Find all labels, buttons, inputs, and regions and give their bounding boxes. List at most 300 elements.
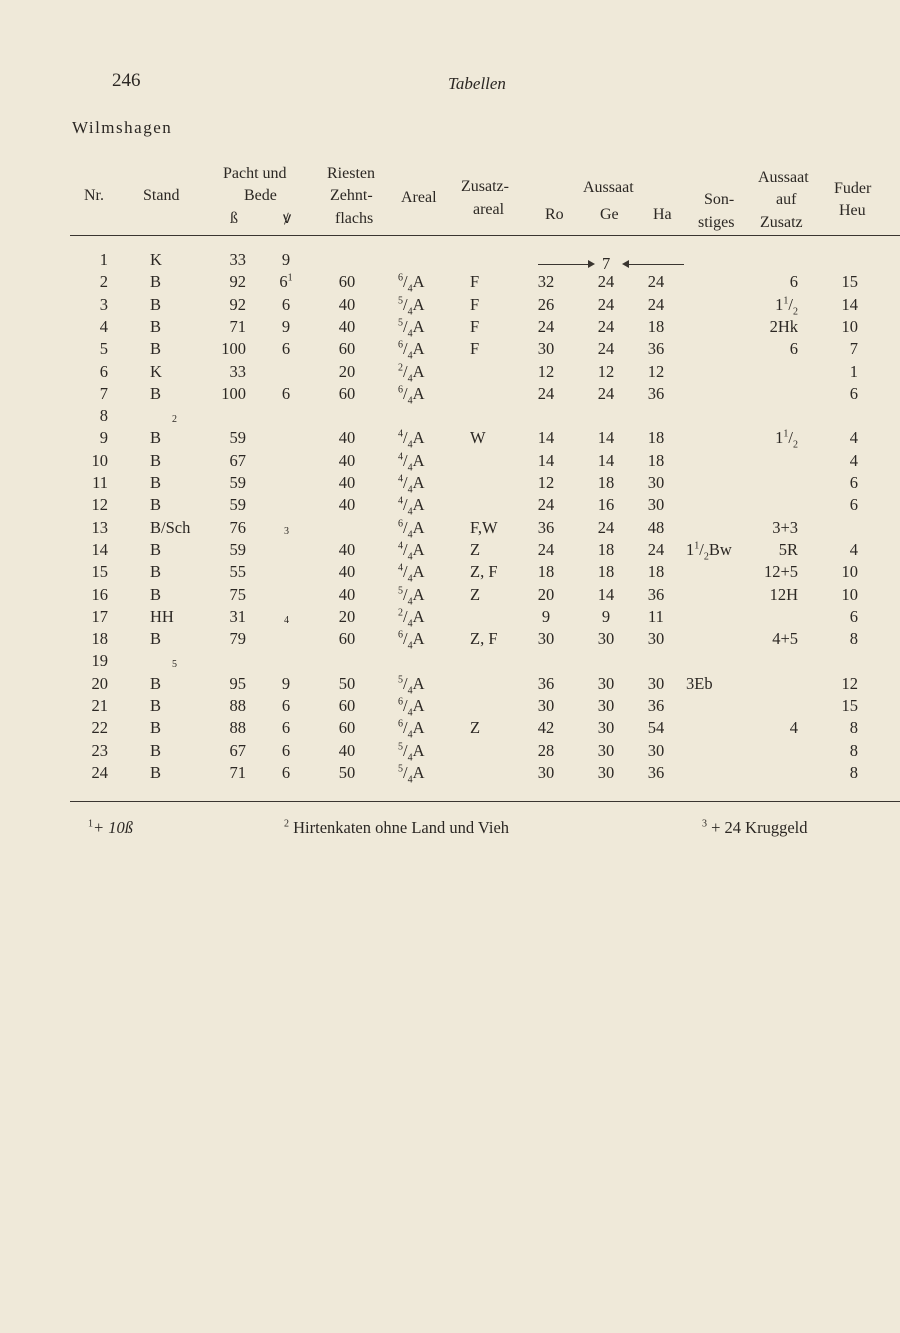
cell-aauf — [742, 629, 798, 649]
cell-zusatz: Z — [470, 718, 481, 738]
cell-ro: 32 — [537, 272, 555, 292]
areal-denominator: 4 — [407, 684, 413, 696]
header-zusatz-1: Zusatz- — [461, 178, 509, 195]
cell-ha: 30 — [647, 495, 665, 515]
cell-areal — [398, 495, 448, 518]
fraction-slash: / — [403, 517, 408, 537]
cell-ge: 24 — [597, 272, 615, 292]
cell-zusatz: F — [470, 294, 480, 314]
areal-denominator: 4 — [407, 506, 413, 518]
cell-nr: 17 — [91, 606, 108, 626]
cell-ss: 59 — [229, 473, 246, 492]
header-sonstiges-1: Son- — [704, 191, 735, 208]
cell-ss: 88 — [229, 718, 246, 738]
footer-rule — [70, 801, 900, 802]
cell-stand: B — [150, 584, 162, 604]
footnote-text: Hirtenkaten ohne Land und Vieh — [293, 818, 510, 837]
cell-zusatz: Z, F — [470, 629, 498, 649]
cell-stand: B — [150, 762, 162, 782]
cell-areal — [398, 272, 448, 295]
pfennig-value: 6 — [279, 272, 288, 292]
fraction-denominator: 2 — [793, 305, 798, 317]
cell-fuder: 8 — [849, 762, 858, 782]
cell-riesten: 40 — [338, 316, 356, 336]
cell-nr: 9 — [99, 428, 108, 448]
fraction-slash: / — [788, 294, 793, 314]
fraction-denominator: 2 — [703, 551, 709, 563]
pfennig-value: 6 — [281, 740, 291, 760]
cell-ro: 42 — [537, 718, 555, 738]
areal-unit: A — [412, 740, 425, 760]
pfennig-value: 6 — [281, 718, 291, 738]
cell-ro: 14 — [537, 450, 555, 470]
pfennig-value: 6 — [281, 696, 291, 715]
cell-fuder: 4 — [849, 428, 858, 448]
cell-stand: B — [150, 339, 162, 359]
areal-numerator: 4 — [398, 473, 403, 485]
cell-riesten: 60 — [338, 383, 356, 403]
cell-aauf — [742, 428, 798, 451]
cell-zusatz: W — [470, 428, 486, 448]
areal-numerator: 2 — [398, 362, 403, 373]
cell-ss: 75 — [229, 584, 246, 604]
cell-nr: 7 — [99, 383, 108, 403]
fraction-slash: / — [403, 339, 408, 359]
areal-denominator: 4 — [407, 774, 413, 786]
cell-fuder: 10 — [841, 562, 858, 582]
cell-ha: 48 — [647, 517, 665, 537]
cell-riesten: 40 — [338, 450, 356, 470]
cell-aauf — [742, 562, 798, 582]
cell-fuder: 4 — [849, 450, 858, 470]
cell-pf — [276, 250, 296, 270]
cell-fuder: 12 — [841, 673, 858, 693]
cell-ha: 30 — [647, 740, 665, 760]
areal-unit: A — [412, 473, 425, 492]
cell-fuder: 15 — [841, 272, 858, 292]
cell-fuder: 8 — [849, 629, 858, 649]
cell-pf — [276, 317, 296, 337]
aussaat-zusatz-value: 1 — [775, 294, 784, 314]
section-title: Wilmshagen — [72, 118, 173, 137]
cell-ro: 24 — [537, 383, 555, 403]
aussaat-zusatz-value: 3+3 — [772, 517, 798, 537]
sonstiges-unit: Bw — [708, 539, 732, 559]
header-fuder-1: Fuder — [834, 180, 872, 197]
areal-denominator: 4 — [407, 305, 413, 317]
arrow-left-icon — [622, 260, 629, 268]
cell-ge: 16 — [597, 495, 615, 515]
cell-stand: B — [150, 450, 162, 470]
cell-ss: 71 — [229, 316, 246, 336]
cell-stand: B — [150, 718, 162, 738]
cell-ha: 11 — [648, 606, 664, 626]
fraction-slash: / — [699, 539, 704, 559]
aussaat-zusatz-value: 12H — [769, 584, 798, 604]
areal-denominator: 4 — [407, 551, 413, 563]
header-riesten-1: Riesten — [327, 165, 375, 182]
cell-ge: 24 — [597, 517, 615, 537]
cell-ge: 30 — [597, 740, 615, 760]
cell-ss: 59 — [229, 539, 246, 559]
cell-stand: B — [150, 428, 162, 448]
cell-sonst — [686, 674, 752, 694]
cell-ss: 100 — [221, 383, 246, 403]
cell-ss: 95 — [229, 673, 246, 693]
aussaat-zusatz-value: 1 — [775, 428, 784, 448]
cell-aauf — [742, 718, 798, 738]
cell-areal — [398, 762, 448, 786]
header-riesten-2: Zehnt- — [330, 187, 373, 204]
cell-nr: 15 — [91, 562, 108, 582]
cell-riesten: 60 — [338, 629, 356, 649]
header-fuder-2: Heu — [839, 202, 866, 219]
header-stand: Stand — [143, 187, 180, 204]
cell-riesten: 40 — [338, 539, 356, 559]
cell-ss: 71 — [229, 762, 246, 782]
header-ro: Ro — [545, 206, 564, 223]
cell-nr: 2 — [99, 272, 108, 292]
cell-zusatz: Z, F — [470, 562, 498, 582]
fraction-slash: / — [403, 361, 408, 381]
areal-numerator: 5 — [398, 295, 403, 307]
footnote-text: + 24 Kruggeld — [711, 818, 808, 837]
footnote-mark: 3 — [702, 818, 707, 830]
areal-numerator: 6 — [398, 339, 403, 351]
areal-denominator: 4 — [407, 618, 413, 630]
cell-ge: 24 — [597, 316, 615, 336]
footnote-mark: 2 — [284, 818, 289, 830]
fraction-slash: / — [403, 450, 408, 470]
cell-areal — [398, 539, 448, 563]
areal-unit: A — [412, 606, 425, 626]
areal-numerator: 5 — [398, 763, 403, 775]
cell-ss: 88 — [229, 696, 246, 715]
pfennig-value: 9 — [281, 673, 291, 693]
cell-stand: B — [150, 294, 162, 314]
cell-riesten: 40 — [338, 562, 356, 582]
areal-denominator: 4 — [407, 328, 413, 340]
cell-ss: 67 — [229, 740, 246, 760]
fraction-numerator: 1 — [694, 540, 700, 552]
cell-areal — [398, 428, 448, 451]
cell-ge: 9 — [601, 606, 611, 626]
fraction-slash: / — [403, 428, 408, 448]
cell-fuder: 6 — [849, 606, 858, 626]
areal-numerator: 4 — [398, 562, 403, 574]
cell-nr: 13 — [91, 517, 108, 537]
cell-pf — [276, 295, 296, 315]
cell-ss: 92 — [229, 294, 246, 314]
areal-unit: A — [412, 272, 425, 292]
cell-zusatz: F,W — [470, 517, 498, 537]
header-pacht-2: Bede — [244, 187, 277, 204]
cell-ro: 30 — [537, 629, 555, 649]
cell-ge: 14 — [597, 428, 615, 448]
cell-ro: 24 — [537, 539, 555, 559]
footnote-ref: 2 — [172, 414, 177, 426]
fraction-slash: / — [403, 584, 408, 604]
cell-ss: 92 — [229, 272, 246, 292]
cell-nr: 8 — [99, 406, 108, 426]
areal-numerator: 6 — [398, 696, 403, 708]
cell-ha: 24 — [647, 294, 665, 314]
cell-ro: 28 — [537, 740, 555, 760]
cell-areal — [398, 451, 448, 471]
cell-zusatz: F — [470, 316, 480, 336]
aussaat-zusatz-value: 12+5 — [763, 562, 798, 582]
cell-stand: B — [150, 562, 162, 582]
cell-fuder: 6 — [849, 473, 858, 492]
cell-riesten: 40 — [338, 294, 356, 314]
cell-fuder: 10 — [841, 584, 858, 604]
cell-ro: 12 — [537, 361, 555, 381]
cell-ge: 24 — [597, 339, 615, 359]
running-head: Tabellen — [448, 74, 506, 93]
cell-riesten: 20 — [338, 606, 356, 626]
cell-ge: 30 — [597, 718, 615, 738]
cell-riesten: 60 — [338, 718, 356, 738]
cell-stand: B — [150, 473, 162, 492]
header-pacht-1: Pacht und — [223, 165, 287, 182]
cell-ro: 12 — [537, 473, 555, 492]
cell-areal — [398, 696, 448, 719]
cell-nr: 19 — [91, 651, 108, 671]
cell-ss: 33 — [229, 361, 246, 381]
cell-ha: 12 — [647, 361, 665, 381]
cell-fuder: 8 — [849, 740, 858, 760]
fraction-slash: / — [403, 383, 408, 403]
areal-unit: A — [412, 584, 425, 604]
fraction-slash: / — [403, 294, 408, 314]
cell-areal — [398, 606, 448, 630]
fraction-slash: / — [403, 316, 408, 336]
cell-ha: 18 — [647, 450, 665, 470]
pfennig-value: 6 — [281, 383, 291, 403]
cell-pf — [276, 339, 296, 359]
cell-pf — [276, 741, 296, 761]
cell-nr: 6 — [99, 361, 108, 381]
areal-denominator: 4 — [407, 573, 413, 585]
cell-ge: 30 — [597, 629, 615, 649]
cell-zusatz: Z — [470, 584, 481, 604]
cell-nr: 24 — [91, 762, 108, 782]
cell-ro: 18 — [537, 562, 555, 582]
cell-stand: K — [150, 250, 162, 269]
areal-numerator: 2 — [398, 607, 403, 619]
cell-fuder: 4 — [849, 539, 858, 559]
header-zusatz-2: areal — [473, 201, 505, 218]
aussaat-zusatz-value: 6 — [789, 339, 798, 359]
cell-ha: 18 — [647, 316, 665, 336]
cell-pf — [276, 272, 296, 292]
areal-denominator: 4 — [407, 395, 413, 407]
cell-ge: 24 — [597, 383, 615, 403]
cell-pf — [276, 384, 296, 404]
header-areal: Areal — [401, 189, 437, 206]
cell-ha: 36 — [647, 584, 665, 604]
cell-ge: 18 — [597, 473, 615, 492]
areal-unit: A — [412, 316, 425, 336]
cell-riesten: 50 — [338, 673, 356, 693]
cell-stand: B — [150, 383, 162, 403]
cell-ha: 36 — [647, 762, 665, 782]
cell-ha: 30 — [647, 473, 665, 492]
arrow-right-icon — [588, 260, 595, 268]
areal-unit: A — [412, 539, 425, 559]
areal-unit: A — [412, 562, 425, 582]
cell-ge: 30 — [597, 762, 615, 782]
areal-unit: A — [412, 339, 425, 359]
fraction-denominator: 2 — [793, 439, 798, 451]
cell-ro: 26 — [537, 294, 555, 314]
cell-ro: 30 — [537, 696, 555, 715]
cell-ge: 14 — [597, 450, 615, 470]
cell-ge: 30 — [597, 696, 615, 715]
cell-nr: 21 — [91, 696, 108, 715]
header-aussaat: Aussaat — [583, 179, 634, 196]
header-ha: Ha — [653, 206, 672, 223]
pfennig-value: 6 — [281, 762, 291, 782]
cell-ro: 9 — [541, 606, 551, 626]
cell-ha: 18 — [647, 428, 665, 448]
areal-numerator: 5 — [398, 317, 403, 329]
cell-aauf — [742, 317, 798, 337]
pfennig-value: 6 — [281, 294, 291, 314]
sonstiges-value: 1 — [686, 539, 695, 559]
cell-riesten: 40 — [338, 473, 356, 492]
areal-numerator: 4 — [398, 428, 403, 440]
cell-riesten: 60 — [338, 339, 356, 359]
cell-areal — [398, 362, 448, 382]
cell-fuder: 6 — [849, 495, 858, 515]
aussaat-zusatz-value: 4+5 — [772, 629, 798, 649]
cell-nr: 14 — [91, 539, 108, 559]
cell-ss: 67 — [229, 450, 246, 470]
cell-riesten: 60 — [338, 272, 356, 292]
arrow-line-right — [629, 264, 684, 265]
header-nr: Nr. — [84, 187, 104, 204]
footnote-ref: 5 — [172, 659, 177, 671]
cell-areal — [398, 295, 448, 315]
areal-unit: A — [412, 696, 425, 715]
cell-aauf — [742, 585, 798, 605]
cell-nr: 16 — [91, 584, 108, 604]
cell-ss: 100 — [221, 339, 246, 359]
areal-denominator: 4 — [407, 729, 413, 741]
cell-ge: 24 — [597, 294, 615, 314]
cell-areal — [398, 518, 448, 538]
footnote-ref: 1 — [287, 272, 293, 284]
areal-unit: A — [412, 629, 425, 649]
cell-ha: 30 — [647, 673, 665, 693]
areal-unit: A — [412, 718, 425, 738]
header-rule — [70, 235, 900, 236]
cell-riesten: 40 — [338, 495, 356, 515]
areal-denominator: 4 — [407, 350, 413, 362]
areal-denominator: 4 — [407, 439, 413, 451]
areal-unit: A — [412, 428, 425, 448]
fraction-slash: / — [403, 740, 408, 760]
cell-ge: 30 — [597, 673, 615, 693]
cell-zusatz: Z — [470, 539, 481, 559]
areal-numerator: 6 — [398, 518, 403, 530]
cell-riesten: 50 — [338, 762, 356, 782]
cell-ge: 18 — [597, 539, 615, 559]
cell-riesten: 40 — [338, 740, 356, 760]
fraction-slash: / — [403, 762, 408, 782]
header-pacht-pfennig: ꝟ — [283, 210, 292, 227]
areal-numerator: 5 — [398, 585, 403, 596]
cell-ha: 54 — [647, 718, 665, 738]
aussaat-zusatz-value: 4 — [789, 718, 798, 738]
areal-unit: A — [412, 383, 425, 403]
cell-pf — [276, 718, 296, 738]
fraction-slash: / — [403, 718, 408, 738]
cell-aauf — [742, 272, 798, 292]
cell-ro: 14 — [537, 428, 555, 448]
cell-ha: 36 — [647, 696, 665, 715]
areal-unit: A — [412, 450, 425, 470]
footnote-2 — [284, 818, 509, 838]
areal-numerator: 5 — [398, 674, 403, 686]
cell-ha: 24 — [647, 272, 665, 292]
cell-stand: B — [150, 673, 162, 693]
cell-areal — [398, 383, 448, 407]
cell-riesten: 60 — [338, 696, 356, 715]
cell-ro: 24 — [537, 495, 555, 515]
cell-ha: 24 — [647, 539, 665, 559]
arrow-line-left — [538, 264, 590, 265]
cell-fuder: 8 — [849, 718, 858, 738]
cell-fuder: 10 — [841, 316, 858, 336]
cell-fuder: 6 — [849, 383, 858, 403]
cell-nr: 10 — [91, 450, 108, 470]
cell-aauf — [742, 518, 798, 538]
cell-ro: 20 — [537, 584, 555, 604]
cell-fuder: 7 — [849, 339, 858, 359]
sonstiges-value: 3Eb — [686, 673, 713, 693]
cell-zusatz: F — [470, 339, 480, 359]
aussaat-zusatz-value: 6 — [789, 272, 798, 292]
cell-pf — [276, 696, 296, 716]
cell-ss: 76 — [229, 517, 246, 537]
aussaat-zusatz-value: 2Hk — [769, 316, 798, 336]
header-sonstiges-2: stiges — [698, 214, 735, 231]
cell-stand: B — [150, 740, 162, 760]
areal-numerator: 4 — [398, 495, 403, 507]
areal-unit: A — [412, 495, 425, 515]
areal-numerator: 6 — [398, 629, 403, 641]
pfennig-value: 9 — [281, 250, 291, 269]
aussaat-zusatz-value: 5R — [778, 539, 798, 559]
fraction-slash: / — [403, 562, 408, 582]
cell-stand: B — [150, 316, 162, 336]
areal-unit: A — [412, 361, 425, 381]
cell-ge: 12 — [597, 361, 615, 381]
cell-pf — [276, 674, 296, 694]
areal-numerator: 6 — [398, 384, 403, 396]
cell-areal — [398, 629, 448, 652]
areal-numerator: 6 — [398, 272, 403, 284]
cell-areal — [398, 741, 448, 761]
cell-nr: 11 — [92, 473, 108, 492]
areal-numerator: 6 — [398, 718, 403, 730]
cell-nr: 4 — [99, 316, 108, 336]
cell-ro: 36 — [537, 673, 555, 693]
cell-ss: 59 — [229, 495, 246, 515]
cell-aauf — [742, 295, 798, 315]
